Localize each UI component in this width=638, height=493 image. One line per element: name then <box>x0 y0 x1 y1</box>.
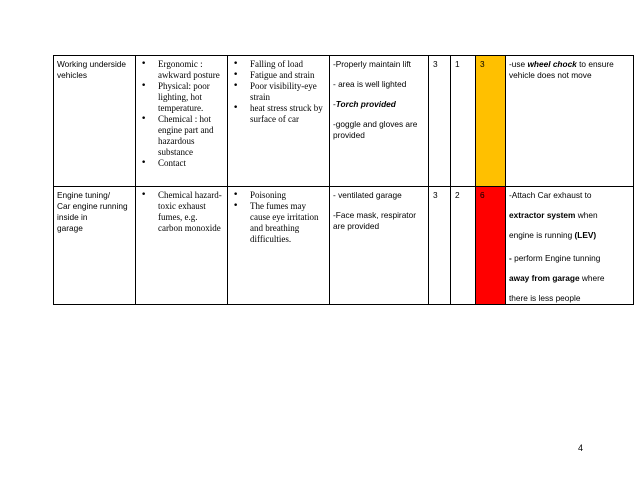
likelihood-cell: 3 <box>429 56 451 187</box>
control-cell <box>330 56 429 187</box>
risk-assessment-table <box>53 55 634 305</box>
hazard-cell <box>136 187 228 305</box>
control-line: - area is well lighted <box>333 79 407 89</box>
control-line: -Face mask, respirator are provided <box>333 210 416 231</box>
effect-item: • The fumes may cause eye irritation and breathing difficulties. <box>231 201 326 245</box>
control-line: -goggle and gloves are provided <box>333 119 418 140</box>
page-number: 4 <box>578 443 584 453</box>
effect-item: • Fatigue and strain <box>231 70 326 81</box>
risk-rating-cell: 6 <box>476 187 506 305</box>
recommendation-cell: -use wheel chock to ensure vehicle does not move <box>506 56 634 187</box>
hazard-item: • Contact <box>139 158 224 169</box>
control-line: -Properly maintain lift <box>333 59 411 69</box>
hazard-item: • Ergonomic : awkward posture <box>139 59 224 81</box>
effect-item: • Poisoning <box>231 190 326 201</box>
effect-item: • heat stress struck by surface of car <box>231 103 326 125</box>
recommendation-cell: -Attach Car exhaust to extractor system when engine is running (LEV) - perform Engine tunning away from garage where there is less people <box>506 187 634 305</box>
hazard-item: • Chemical : hot engine part and hazardous substance <box>139 114 224 158</box>
effect-item: • Falling of load <box>231 59 326 70</box>
control-line: - ventilated garage <box>333 190 402 200</box>
severity-cell: 1 <box>451 56 476 187</box>
hazard-item: • Physical: poor lighting, hot temperature. <box>139 81 224 114</box>
effect-item: • Poor visibility-eye strain <box>231 81 326 103</box>
severity-cell: 2 <box>451 187 476 305</box>
hazard-cell <box>136 56 228 187</box>
effect-cell <box>228 187 330 305</box>
control-line: -Torch provided <box>333 99 396 109</box>
hazard-item: • Chemical hazard-toxic exhaust fumes, e.g. carbon monoxide <box>139 190 224 234</box>
control-cell <box>330 187 429 305</box>
likelihood-cell: 3 <box>429 187 451 305</box>
activity-cell: Working underside vehicles <box>54 56 136 187</box>
risk-rating-cell: 3 <box>476 56 506 187</box>
activity-cell: Engine tuning/ Car engine running inside in garage <box>54 187 136 305</box>
table-row <box>54 56 634 187</box>
effect-cell <box>228 56 330 187</box>
table-row <box>54 187 634 305</box>
